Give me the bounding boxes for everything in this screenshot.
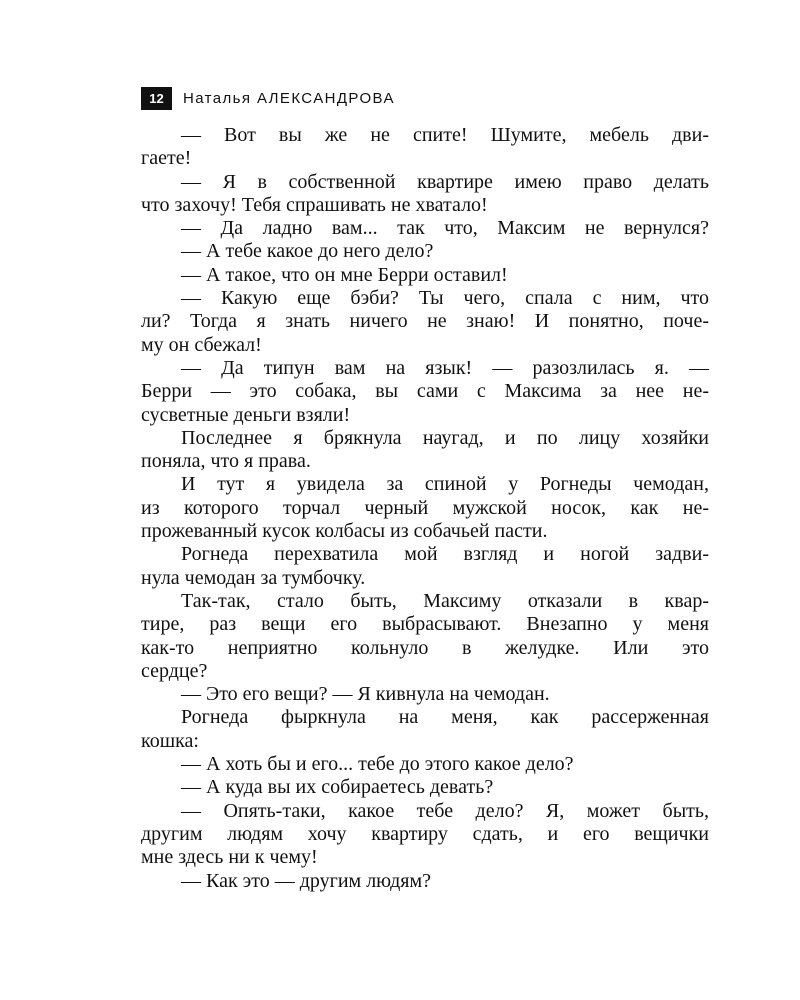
- text-line: гаете!: [141, 147, 192, 170]
- text-line: — Я в собственной квартире имею право делать: [181, 170, 709, 193]
- text-line: — А хоть бы и его... тебе до этого какое дело?: [181, 753, 574, 776]
- text-line: кошка:: [141, 729, 199, 752]
- text-line: — Какую еще бэби? Ты чего, спала с ним, что: [181, 287, 709, 310]
- text-line: ли? Тогда я знать ничего не знаю! И понятно, поче-: [141, 310, 709, 333]
- text-line: — Как это — другим людям?: [181, 869, 432, 892]
- text-line: — Опять-таки, какое тебе дело? Я, может быть,: [181, 799, 709, 822]
- text-line: — Это его вещи? — Я кивнула на чемодан.: [181, 683, 550, 706]
- text-line: — А тебе какое до него дело?: [181, 240, 434, 263]
- text-line: Так-так, стало быть, Максиму отказали в квар-: [181, 589, 709, 612]
- text-line: — А такое, что он мне Берри оставил!: [181, 263, 508, 286]
- text-line: прожеванный кусок колбасы из собачьей пасти.: [141, 520, 548, 543]
- text-line: нула чемодан за тумбочку.: [141, 566, 366, 589]
- text-line: мне здесь ни к чему!: [141, 846, 318, 869]
- text-line: — Да ладно вам... так что, Максим не вернулся?: [181, 217, 709, 240]
- text-line: сусветные деньги взяли!: [141, 403, 351, 426]
- page-number: 12: [141, 87, 172, 110]
- author-name: Наталья АЛЕКСАНДРОВА: [183, 89, 395, 107]
- text-line: — Вот вы же не спите! Шумите, мебель дви-: [181, 124, 709, 146]
- text-line: му он сбежал!: [141, 333, 262, 356]
- text-line: Последнее я брякнула наугад, и по лицу хозяйки: [181, 426, 709, 449]
- text-line: — А куда вы их собираетесь девать?: [181, 776, 494, 799]
- text-line: сердце?: [141, 659, 208, 682]
- text-line: поняла, что я права.: [141, 450, 311, 473]
- text-line: — Да типун вам на язык! — разозлилась я. —: [181, 356, 709, 379]
- text-line: что захочу! Тебя спрашивать не хватало!: [141, 193, 488, 216]
- text-line: из которого торчал черный мужской носок, как не-: [141, 496, 709, 519]
- text-line: Рогнеда фыркнула на меня, как рассерженная: [181, 706, 709, 729]
- text-line: И тут я увидела за спиной у Рогнеды чемодан,: [181, 473, 709, 496]
- text-line: другим людям хочу квартиру сдать, и его вещички: [141, 822, 709, 845]
- running-header: [141, 86, 395, 110]
- page-body: [141, 124, 709, 893]
- text-line: Берри — это собака, вы сами с Максима за нее не-: [141, 380, 709, 403]
- text-line: Рогнеда перехватила мой взгляд и ногой задви-: [181, 543, 709, 566]
- text-line: тире, раз вещи его выбрасывают. Внезапно у меня: [141, 613, 709, 636]
- text-line: как-то неприятно кольнуло в желудке. Или это: [141, 636, 709, 659]
